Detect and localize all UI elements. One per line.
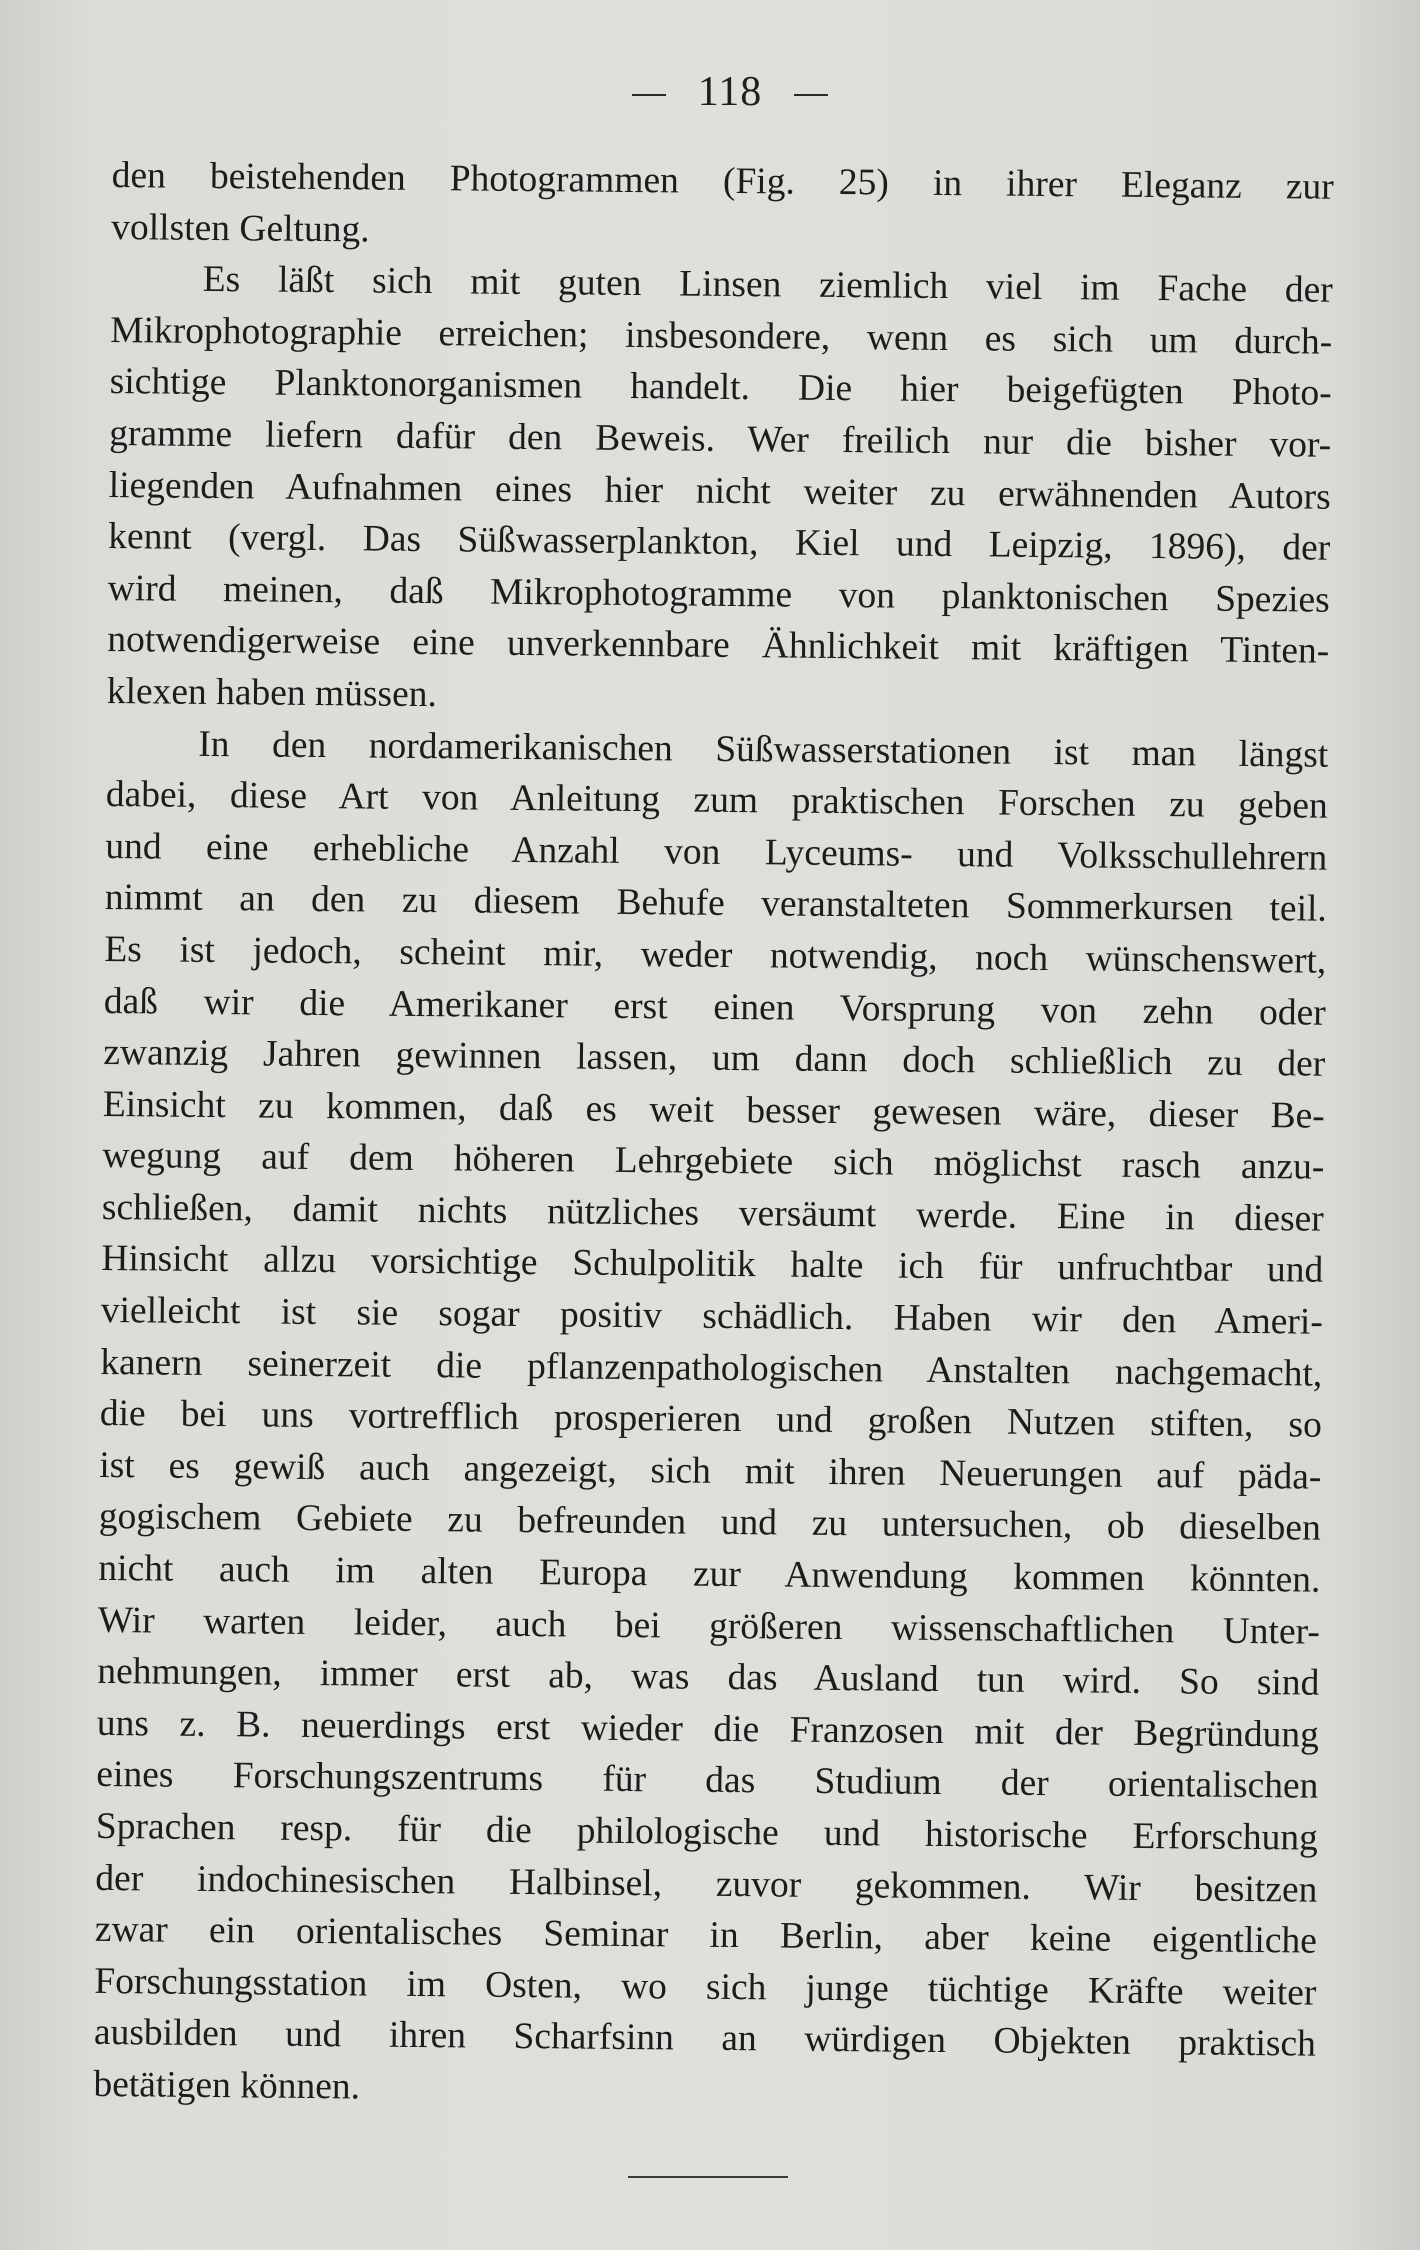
text-line: nehmungen, immer erst ab, was das Ausland tun wird. So sind	[97, 1651, 1320, 1704]
text-line: zwar ein orientalisches Seminar in Berlin, aber keine eigentliche	[94, 1909, 1318, 1962]
text-line: ausbilden und ihren Scharfsinn an würdigen Objekten praktisch	[93, 2012, 1317, 2066]
text-line: die bei uns vortrefflich prosperieren und großen Nutzen stiften, so	[99, 1393, 1323, 1446]
text-line: zwanzig Jahren gewinnen lassen, um dann doch schließlich zu der	[103, 1032, 1326, 1085]
text-line: eines Forschungszentrums für das Studium der orientalischen	[96, 1754, 1319, 1808]
text-line: In den nordamerikanischen Süßwasserstationen ist man längst	[198, 723, 1329, 776]
text-line: uns z. B. neuerdings erst wieder die Franzosen mit der Begründung	[96, 1702, 1320, 1756]
paragraph-2	[107, 253, 1333, 729]
text-line: sichtige Planktonorganismen handelt. Die hier beigefügten Photo-	[109, 361, 1332, 415]
body-text	[93, 150, 1334, 2122]
paragraph-3	[93, 718, 1328, 2123]
paragraph-1	[111, 150, 1334, 265]
text-line: Hinsicht allzu vorsichtige Schulpolitik halte ich für unfruchtbar und	[101, 1238, 1324, 1292]
text-line: Es läßt sich mit guten Linsen ziemlich viel im Fache der	[202, 259, 1333, 311]
text-line: den beistehenden Photogrammen (Fig. 25) in ihrer Eleganz zur	[111, 154, 1334, 208]
text-line: klexen haben müssen.	[106, 670, 438, 716]
text-line: notwendigerweise eine unverkennbare Ähnlichkeit mit kräftigen Tinten-	[107, 619, 1330, 673]
text-line: kanern seinerzeit die pflanzenpathologischen Anstalten nachgemacht,	[100, 1341, 1323, 1395]
text-line: nicht auch im alten Europa zur Anwendung kommen könnten.	[98, 1547, 1321, 1601]
end-rule-divider	[628, 2176, 788, 2178]
text-line: Einsicht zu kommen, daß es weit besser gewesen wäre, dieser Be-	[102, 1083, 1325, 1137]
text-line: Es ist jedoch, scheint mir, weder notwendig, noch wünschenswert,	[104, 928, 1327, 982]
text-line: Wir warten leider, auch bei größeren wissenschaftlichen Unter-	[97, 1599, 1321, 1653]
text-line: gramme liefern dafür den Beweis. Wer freilich nur die bisher vor-	[109, 412, 1332, 466]
text-line: daß wir die Amerikaner erst einen Vorsprung von zehn oder	[103, 980, 1326, 1034]
text-line: Forschungsstation im Osten, wo sich junge tüchtige Kräfte weiter	[94, 1960, 1317, 2014]
text-line: nimmt an den zu diesem Behufe veranstalteten Sommerkursen teil.	[104, 877, 1327, 931]
page-number: 118	[697, 69, 763, 115]
text-line: wird meinen, daß Mikrophotogramme von planktonischen Spezies	[107, 567, 1330, 621]
header-dash-left	[632, 94, 666, 96]
text-line: betätigen können.	[93, 2063, 361, 2108]
text-line: und eine erhebliche Anzahl von Lyceums- und Volksschullehrern	[105, 825, 1328, 879]
text-line: kennt (vergl. Das Süßwasserplankton, Kiel und Leipzig, 1896), der	[108, 516, 1331, 569]
text-line: gogischem Gebiete zu befreunden und zu untersuchen, ob dieselben	[98, 1496, 1322, 1550]
text-line: liegenden Aufnahmen eines hier nicht weiter zu erwähnenden Autors	[108, 464, 1331, 518]
text-line: dabei, diese Art von Anleitung zum praktischen Forschen zu geben	[105, 774, 1328, 827]
header-dash-right	[794, 94, 828, 96]
text-line: ist es gewiß auch angezeigt, sich mit ihren Neuerungen auf päda-	[99, 1444, 1322, 1498]
text-line: vollsten Geltung.	[111, 206, 370, 251]
text-line: der indochinesischen Halbinsel, zuvor gekommen. Wir besitzen	[95, 1857, 1318, 1911]
text-line: wegung auf dem höheren Lehrgebiete sich möglichst rasch anzu-	[102, 1135, 1325, 1188]
page-header	[0, 68, 1420, 116]
text-line: Sprachen resp. für die philologische und historische Erforschung	[95, 1805, 1319, 1859]
text-line: vielleicht ist sie sogar positiv schädlich. Haben wir den Ameri-	[100, 1290, 1323, 1343]
text-line: Mikrophotographie erreichen; insbesondere, wenn es sich um durch-	[110, 309, 1333, 363]
text-line: schließen, damit nichts nützliches versäumt werde. Eine in dieser	[101, 1186, 1324, 1240]
